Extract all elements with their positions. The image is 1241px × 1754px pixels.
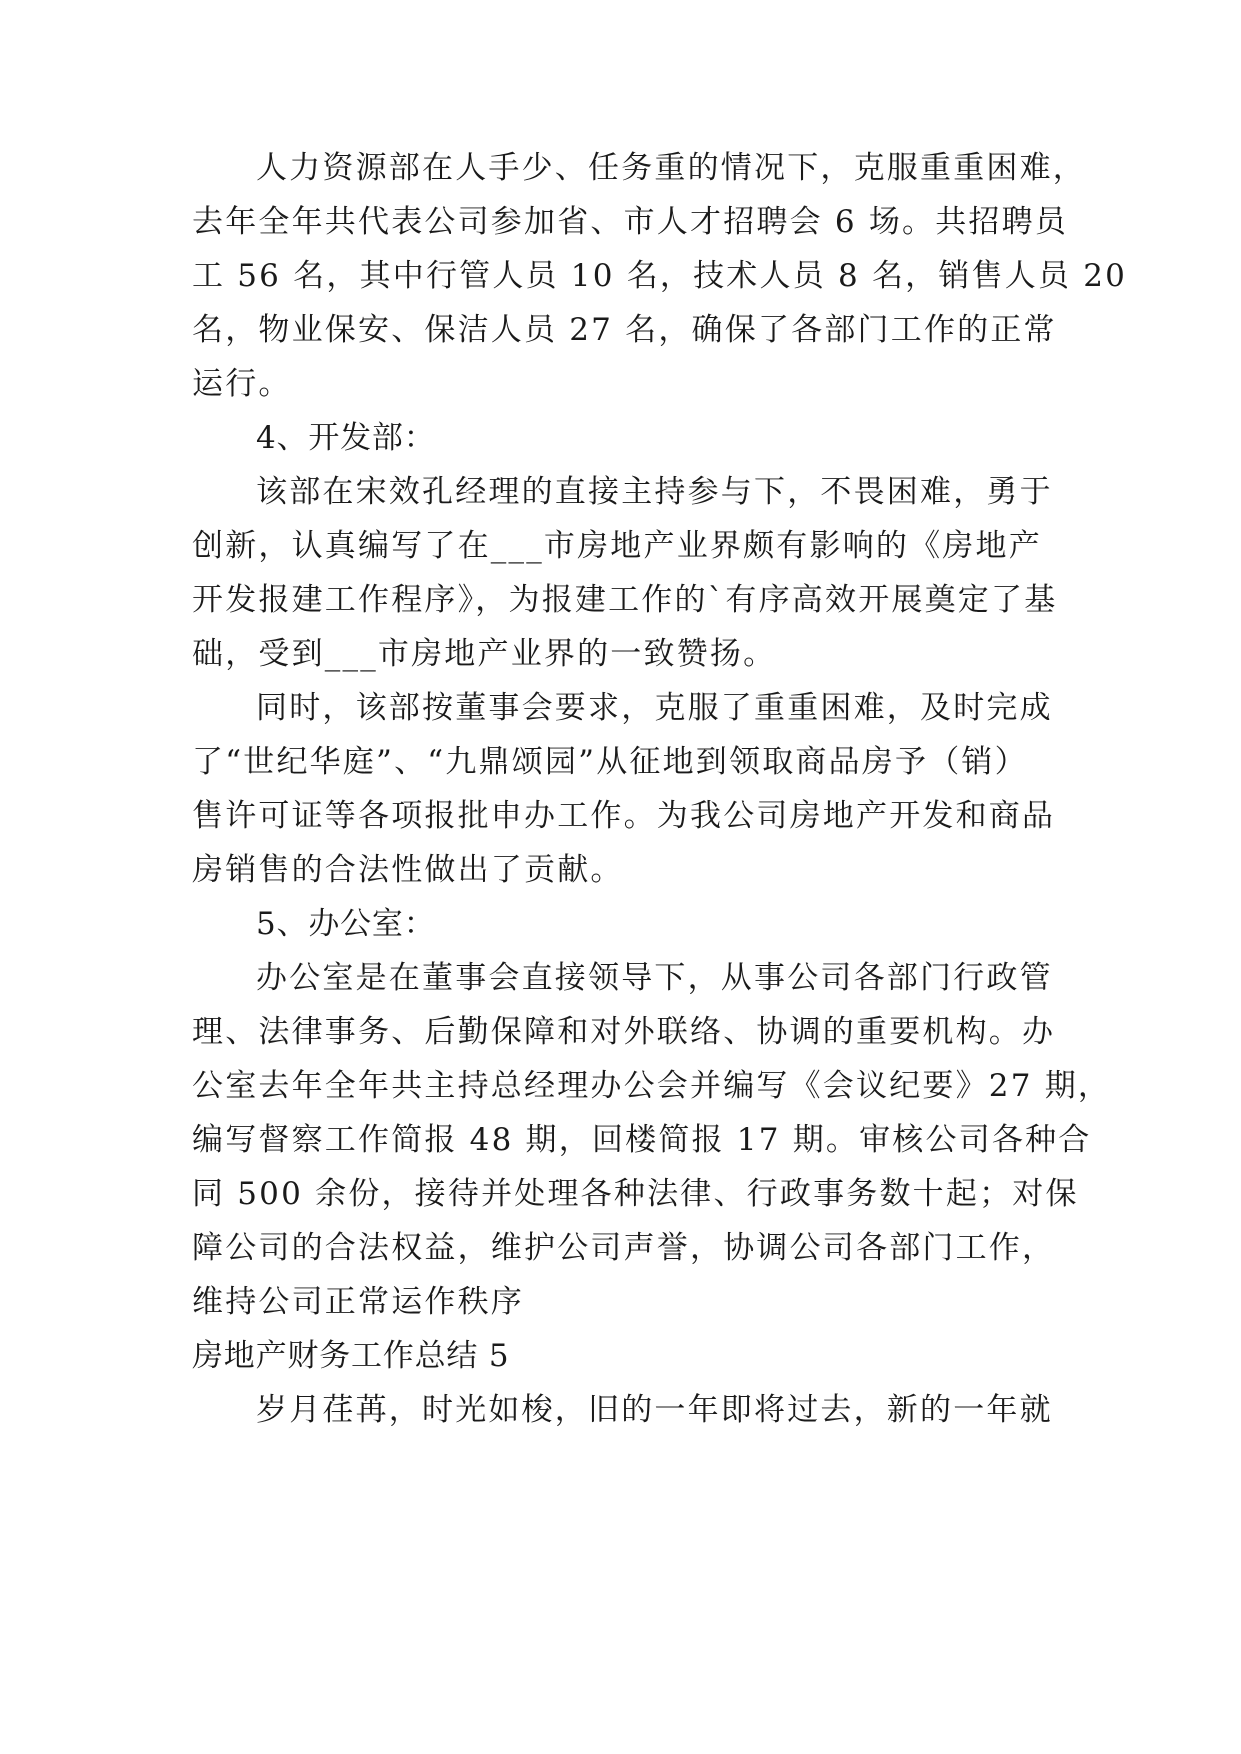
paragraph-office-line-5: 同 500 余份，接待并处理各种法律、行政事务数十起；对保 bbox=[192, 1176, 1079, 1212]
paragraph-dev2-line-1: 同时，该部按董事会要求，克服了重重困难，及时完成 bbox=[256, 690, 1053, 726]
paragraph-office-line-2: 理、法律事务、后勤保障和对外联络、协调的重要机构。办 bbox=[192, 1014, 1056, 1050]
paragraph-dev2-line-3: 售许可证等各项报批申办工作。为我公司房地产开发和商品 bbox=[192, 798, 1056, 834]
paragraph-hr-line-4: 名，物业保安、保洁人员 27 名，确保了各部门工作的正常 bbox=[192, 312, 1057, 348]
document-section-title: 房地产财务工作总结 5 bbox=[192, 1338, 510, 1374]
paragraph-dev2-line-2: 了“世纪华庭”、“九鼎颂园”从征地到领取商品房予（销） bbox=[192, 744, 1028, 780]
section-heading-office: 5、办公室： bbox=[256, 906, 436, 942]
section-heading-dev: 4、开发部： bbox=[256, 420, 436, 456]
paragraph-office-line-3: 公室去年全年共主持总经理办公会并编写《会议纪要》27 期， bbox=[192, 1068, 1112, 1104]
paragraph-hr-line-2: 去年全年共代表公司参加省、市人才招聘会 6 场。共招聘员 bbox=[192, 204, 1069, 240]
paragraph-office-line-1: 办公室是在董事会直接领导下，从事公司各部门行政管 bbox=[256, 960, 1053, 996]
paragraph-hr-line-1: 人力资源部在人手少、任务重的情况下，克服重重困难， bbox=[256, 150, 1086, 186]
paragraph-hr-line-5: 运行。 bbox=[192, 366, 292, 402]
paragraph-dev2-line-4: 房销售的合法性做出了贡献。 bbox=[192, 852, 624, 888]
paragraph-dev-line-2: 创新，认真编写了在___市房地产业界颇有影响的《房地产 bbox=[192, 528, 1042, 564]
paragraph-dev-line-1: 该部在宋效孔经理的直接主持参与下，不畏困难，勇于 bbox=[256, 474, 1053, 510]
paragraph-office-line-7: 维持公司正常运作秩序 bbox=[192, 1284, 524, 1320]
paragraph-hr-line-3: 工 56 名，其中行管人员 10 名，技术人员 8 名，销售人员 20 bbox=[192, 258, 1128, 294]
paragraph-dev-line-4: 础，受到___市房地产业界的一致赞扬。 bbox=[192, 636, 777, 672]
paragraph-intro-line-1: 岁月荏苒，时光如梭，旧的一年即将过去，新的一年就 bbox=[256, 1392, 1053, 1428]
paragraph-office-line-4: 编写督察工作简报 48 期，回楼简报 17 期。审核公司各种合 bbox=[192, 1122, 1092, 1158]
paragraph-dev-line-3: 开发报建工作程序》，为报建工作的`有序高效开展奠定了基 bbox=[192, 582, 1058, 618]
paragraph-office-line-6: 障公司的合法权益，维护公司声誉，协调公司各部门工作， bbox=[192, 1230, 1056, 1266]
